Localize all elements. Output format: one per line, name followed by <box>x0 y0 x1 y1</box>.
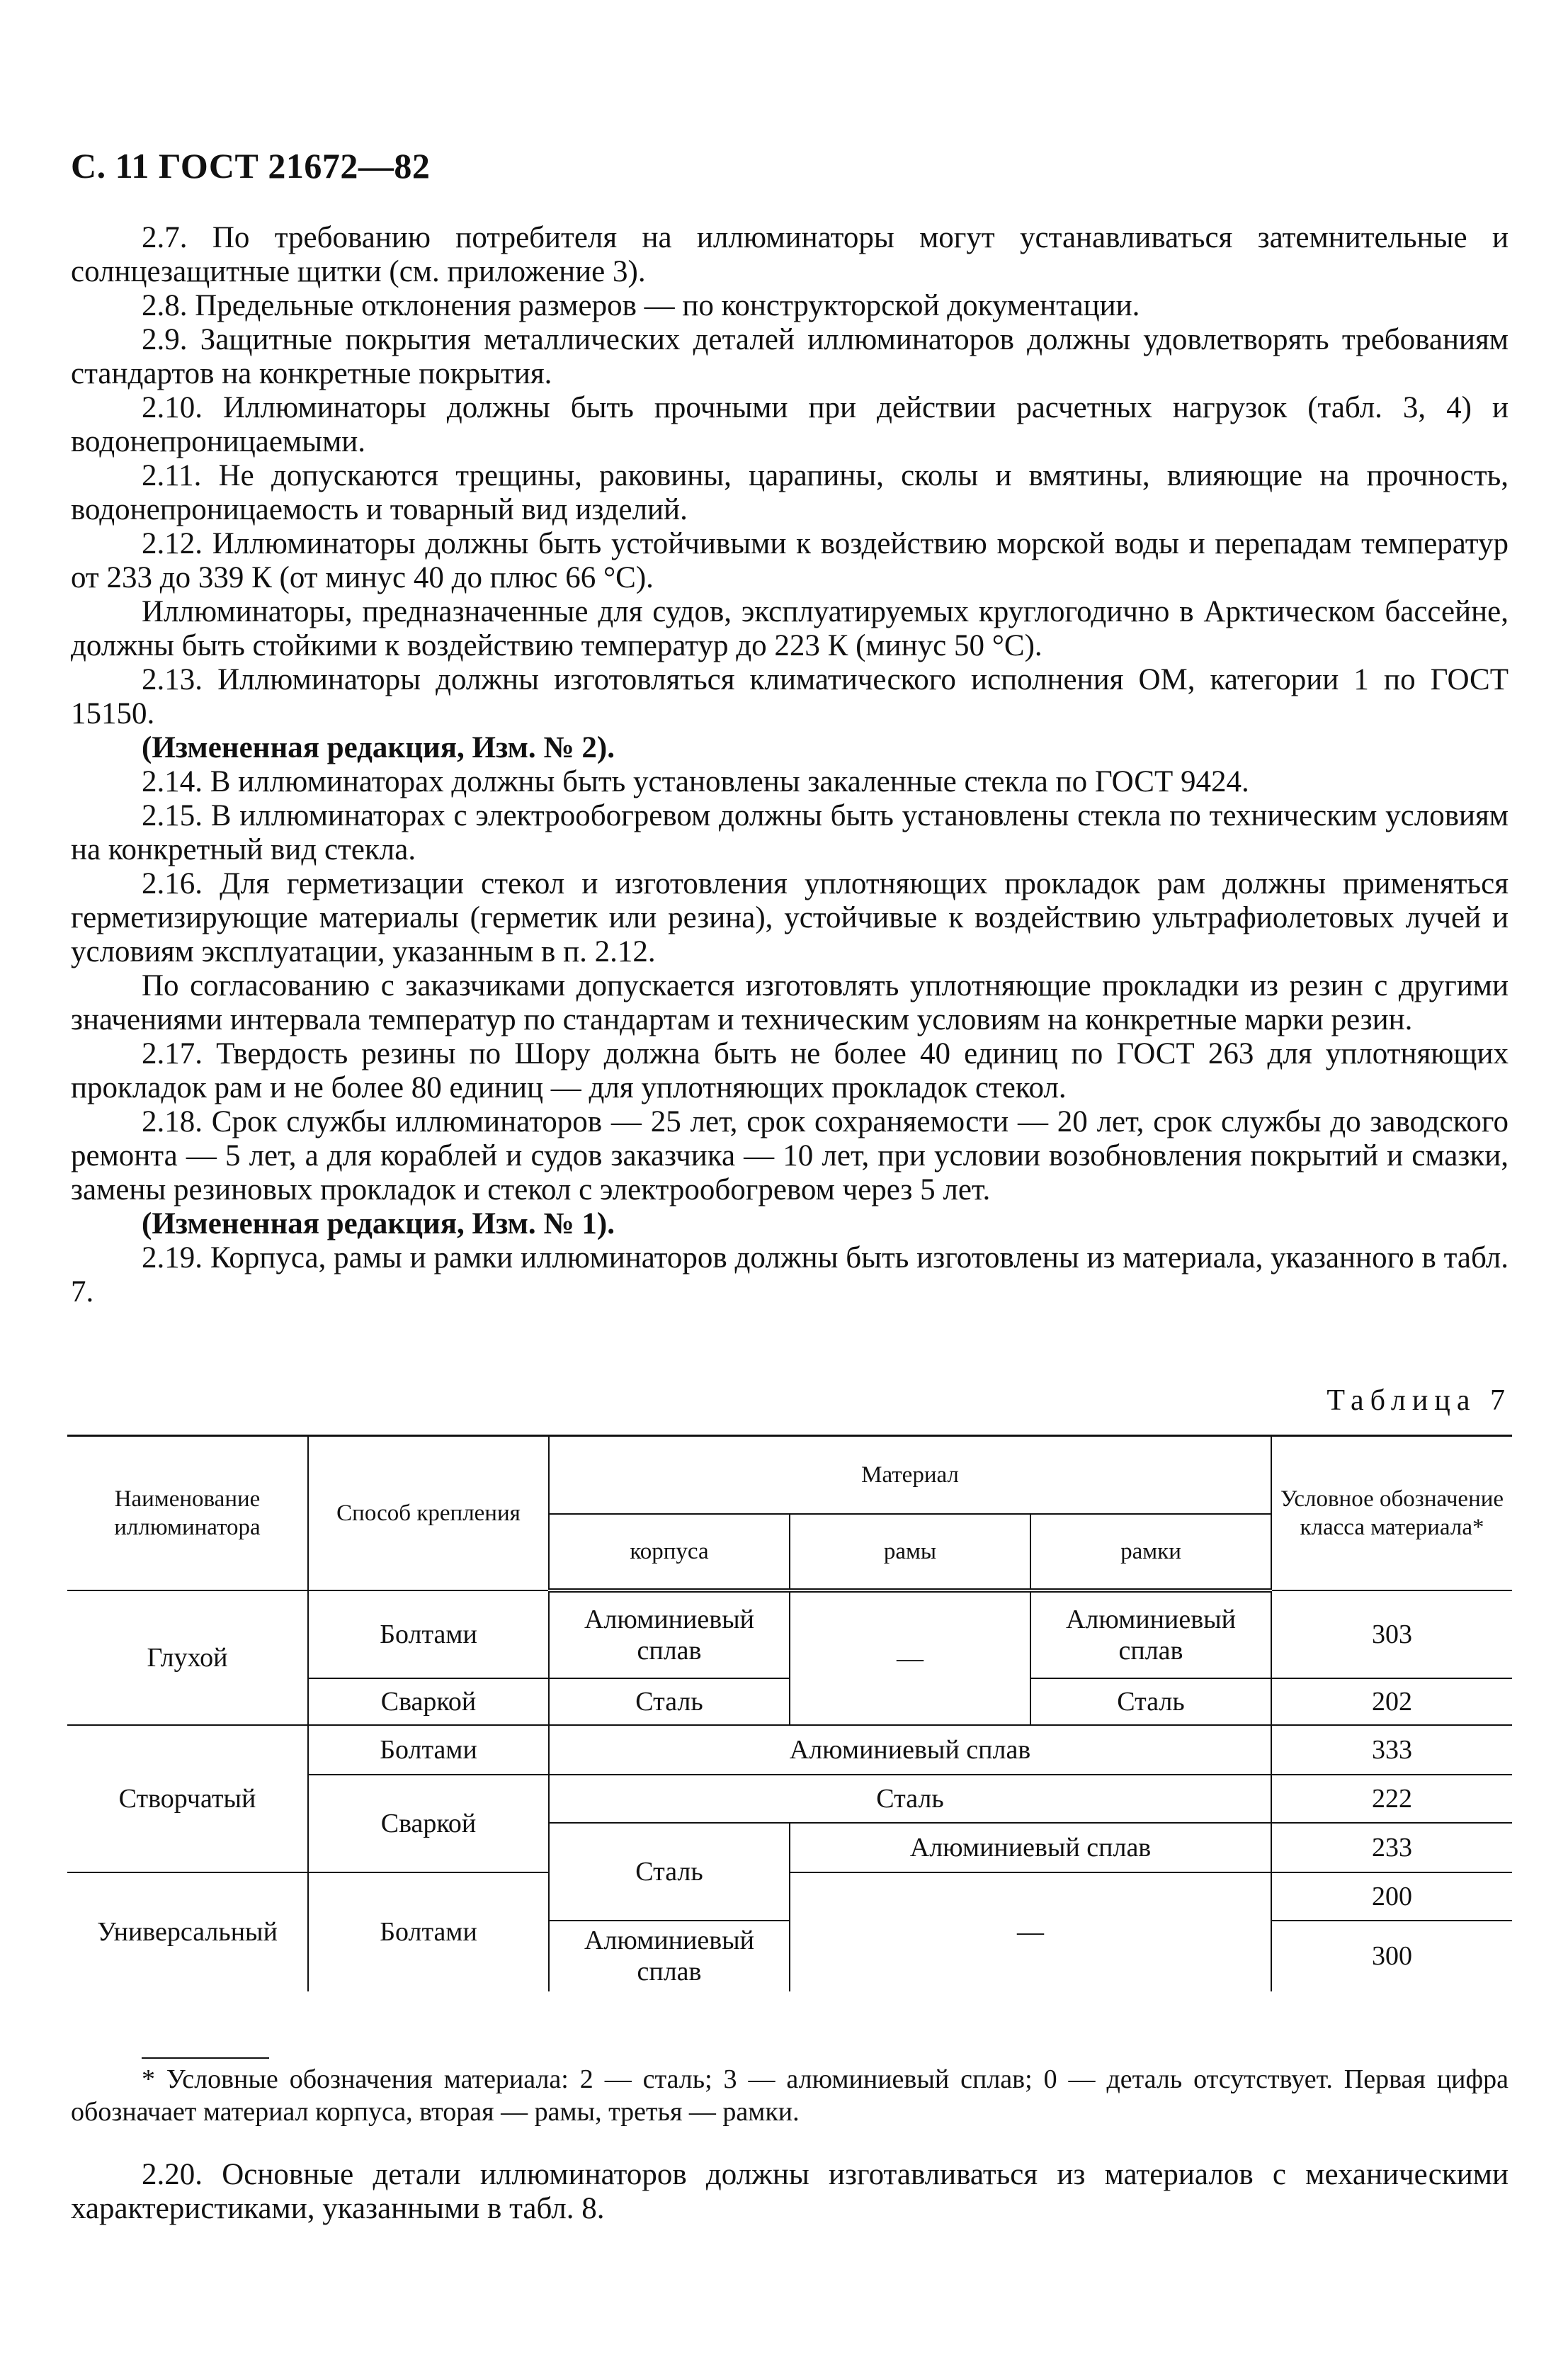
header-name: Наименование иллюминатора <box>67 1436 308 1590</box>
cell-class-code: 202 <box>1271 1678 1512 1725</box>
header-frame: рамы <box>790 1514 1030 1590</box>
cell-absent-merged: — <box>790 1872 1271 1991</box>
paragraph-2-20: 2.20. Основные детали иллюминаторов должны изготавливаться из материалов с механическими характеристиками, указанными в табл. 8. <box>71 2158 1509 2225</box>
header-body: корпуса <box>549 1514 790 1590</box>
body-text <box>71 221 1509 1309</box>
paragraph-2-18: 2.18. Срок службы иллюминаторов — 25 лет, срок сохраняемости — 20 лет, срок службы до заводского ремонта — 5 лет, а для кораблей и судов заказчика — 10 лет, при условии возобновления покрытий и смазки, замены резиновых прокладок и стекол с электрообогревом через 5 лет. <box>71 1105 1509 1206</box>
cell-material-merged: Алюминиевый сплав <box>549 1725 1271 1775</box>
paragraph-2-10: 2.10. Иллюминаторы должны быть прочными при действии расчетных нагрузок (табл. 3, 4) и водонепроницаемыми. <box>71 391 1509 458</box>
cell-class-code: 200 <box>1271 1872 1512 1921</box>
row-name-stvorchaty: Створчатый <box>67 1725 308 1872</box>
cell-subframe: Алюминиевый сплав <box>1030 1590 1271 1678</box>
paragraph-2-14: 2.14. В иллюминаторах должны быть установлены закаленные стекла по ГОСТ 9424. <box>142 765 1249 798</box>
header-subframe: рамки <box>1030 1514 1271 1590</box>
table-footnote: * Условные обозначения материала: 2 — сталь; 3 — алюминиевый сплав; 0 — деталь отсутствует. Первая цифра обозначает материал корпуса, вторая — рамы, третья — рамки. <box>71 2064 1509 2127</box>
cell-method: Сваркой <box>308 1678 549 1725</box>
cell-body: Сталь <box>549 1823 790 1921</box>
cell-body: Алюминиевый сплав <box>549 1921 790 1991</box>
paragraph-2-19: 2.19. Корпуса, рамы и рамки иллюминаторов должны быть изготовлены из материала, указанного в табл. 7. <box>71 1241 1509 1308</box>
material-table <box>67 1435 1512 1991</box>
paragraph-2-15: 2.15. В иллюминаторах с электрообогревом должны быть установлены стекла по техническим условиям на конкретный вид стекла. <box>71 799 1509 866</box>
paragraph-2-7: 2.7. По требованию потребителя на иллюминаторы могут устанавливаться затемнительные и солнцезащитные щитки (см. приложение 3). <box>71 221 1509 288</box>
header-class-code: Условное обозначение класса материала* <box>1271 1436 1512 1590</box>
paragraph-2-16: 2.16. Для герметизации стекол и изготовления уплотняющих прокладок рам должны применяться герметизирующие материалы (герметик или резина), устойчивые к воздействию ультрафиолетовых лучей и условиям эксплуатации, указанным в п. 2.12. <box>71 867 1509 968</box>
paragraph-2-11: 2.11. Не допускаются трещины, раковины, царапины, сколы и вмятины, влияющие на прочность, водонепроницаемость и товарный вид изделий. <box>71 459 1509 526</box>
paragraph-2-8: 2.8. Предельные отклонения размеров — по конструкторской документации. <box>142 289 1140 322</box>
cell-class-code: 233 <box>1271 1823 1512 1872</box>
page-header: С. 11 ГОСТ 21672—82 <box>71 146 431 186</box>
cell-subframe: Сталь <box>1030 1678 1271 1725</box>
cell-method: Болтами <box>308 1872 549 1991</box>
header-method: Способ крепления <box>308 1436 549 1590</box>
cell-class-code: 222 <box>1271 1775 1512 1823</box>
cell-class-code: 303 <box>1271 1590 1512 1678</box>
footnote-divider <box>142 2057 269 2059</box>
paragraph-arctic: Иллюминаторы, предназначенные для судов, эксплуатируемых круглогодично в Арктическом бассейне, должны быть стойкими к воздействию температур до 223 К (минус 50 °С). <box>71 595 1509 662</box>
cell-frame: — <box>790 1590 1030 1725</box>
cell-material-merged: Сталь <box>549 1775 1271 1823</box>
amendment-note-2: (Измененная редакция, Изм. № 2). <box>142 731 615 764</box>
paragraph-2-13: 2.13. Иллюминаторы должны изготовляться климатического исполнения ОМ, категории 1 по ГОСТ 15150. <box>71 663 1509 730</box>
cell-body: Сталь <box>549 1678 790 1725</box>
header-material: Материал <box>549 1436 1271 1514</box>
cell-class-code: 300 <box>1271 1921 1512 1991</box>
cell-method: Болтами <box>308 1725 549 1775</box>
cell-method: Сваркой <box>308 1775 549 1872</box>
cell-class-code: 333 <box>1271 1725 1512 1775</box>
row-name-universal: Универсальный <box>67 1872 308 1991</box>
row-name-glukhoy: Глухой <box>67 1590 308 1725</box>
paragraph-2-17: 2.17. Твердость резины по Шору должна быть не более 40 единиц по ГОСТ 263 для уплотняющих прокладок рам и не более 80 единиц — для уплотняющих прокладок стекол. <box>71 1037 1509 1104</box>
table-caption: Таблица 7 <box>1326 1384 1511 1417</box>
final-text <box>71 2158 1509 2226</box>
cell-material-merged: Алюминиевый сплав <box>790 1823 1271 1872</box>
paragraph-2-12: 2.12. Иллюминаторы должны быть устойчивыми к воздействию морской воды и перепадам температур от 233 до 339 К (от минус 40 до плюс 66 °С). <box>71 527 1509 594</box>
paragraph-2-9: 2.9. Защитные покрытия металлических деталей иллюминаторов должны удовлетворять требованиям стандартов на конкретные покрытия. <box>71 323 1509 390</box>
paragraph-agreement: По согласованию с заказчиками допускается изготовлять уплотняющие прокладки из резин с другими значениями интервала температур по стандартам и техническим условиям на конкретные марки резин. <box>71 969 1509 1036</box>
cell-method: Болтами <box>308 1590 549 1678</box>
amendment-note-1: (Измененная редакция, Изм. № 1). <box>142 1207 615 1240</box>
cell-body: Алюминиевый сплав <box>549 1590 790 1678</box>
